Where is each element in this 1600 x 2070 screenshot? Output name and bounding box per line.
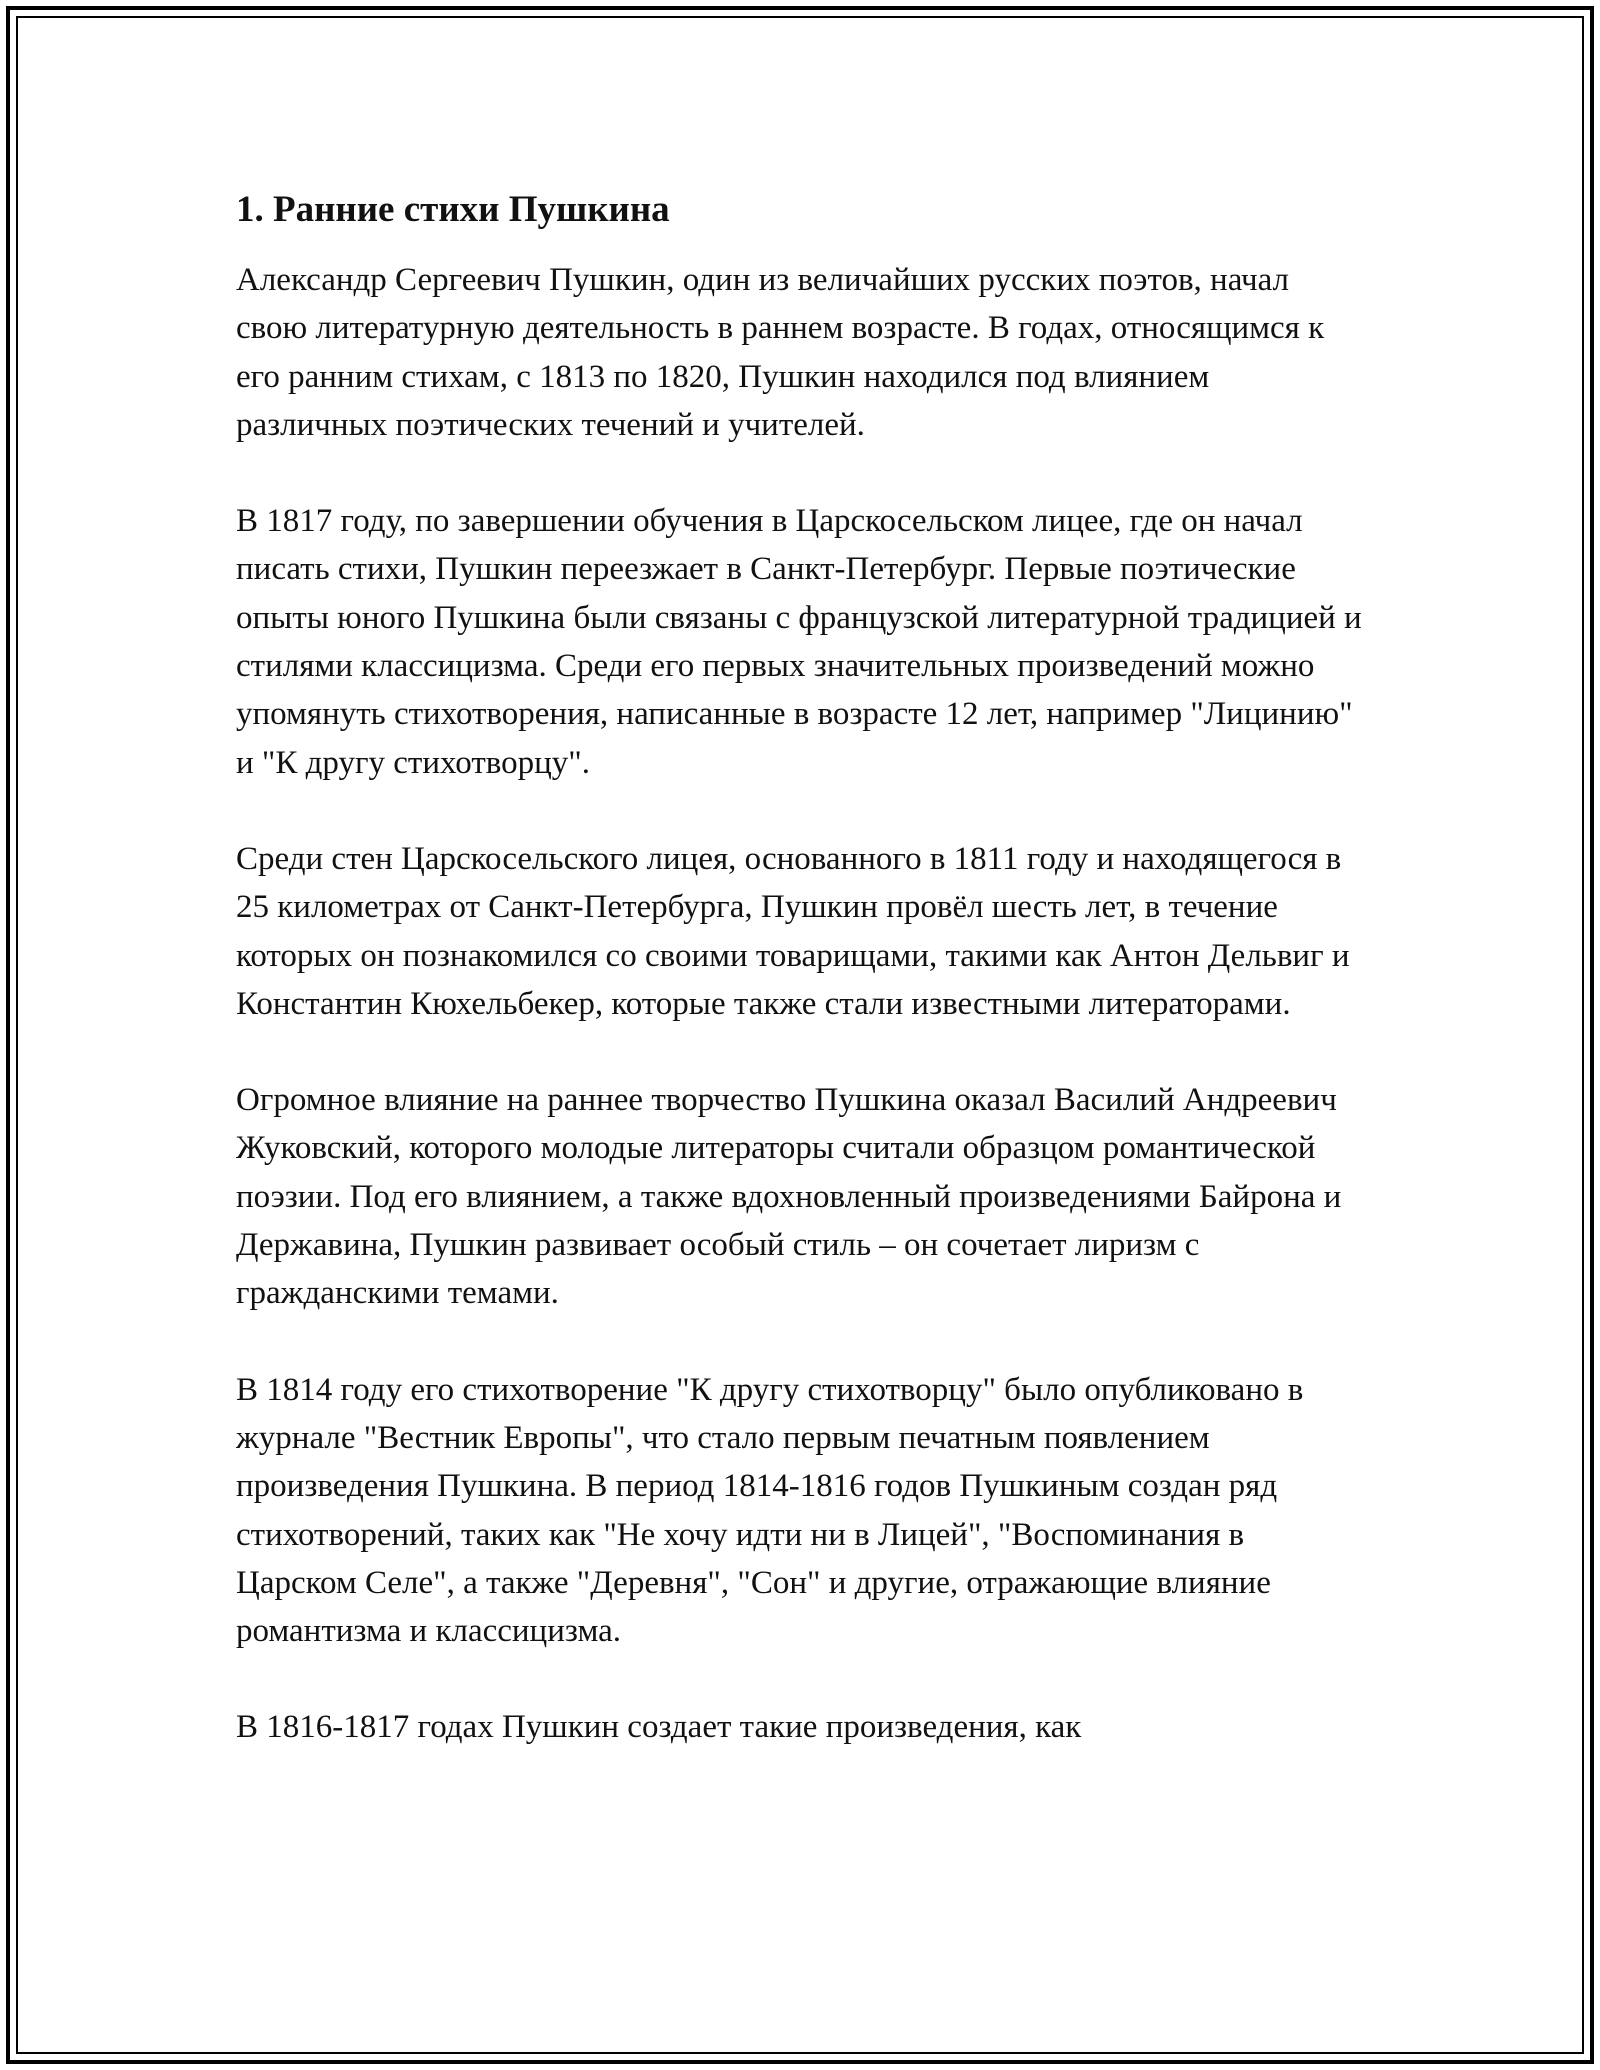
document-body — [236, 186, 1366, 1800]
paragraph-3: Среди стен Царскосельского лицея, основанного в 1811 году и находящегося в 25 километрах от Санкт-Петербурга, Пушкин провёл шесть лет, в течение которых он познакомился со своими товарищами, такими как Антон Дельвиг и Константин Кюхельбекер, которые также стали известными литераторами. — [236, 840, 1350, 1022]
section-heading: 1. Ранние стихи Пушкина — [236, 189, 670, 230]
paragraph-4: Огромное влияние на раннее творчество Пушкина оказал Василий Андреевич Жуковский, которого молодые литераторы считали образцом романтической поэзии. Под его влиянием, а также вдохновленный произведениями Байрона и Державина, Пушкин развивает особый стиль – он сочетает лиризм с гражданскими темами. — [236, 1082, 1342, 1312]
paragraph-2: В 1817 году, по завершении обучения в Царскосельском лицее, где он начал писать стихи, Пушкин переезжает в Санкт-Петербург. Первые поэтические опыты юного Пушкина были связаны с французской литературной традицией и стилями классицизма. Среди его первых значительных произведений можно упомянуть стихотворения, написанные в возрасте 12 лет, например "Лицинию" и "К другу стихотворцу". — [236, 503, 1362, 781]
paragraph-5: В 1814 году его стихотворение "К другу стихотворцу" было опубликовано в журнале "Вестник Европы", что стало первым печатным появлением произведения Пушкина. В период 1814-1816 годов Пушкиным создан ряд стихотворений, таких как "Не хочу идти ни в Лицей", "Воспоминания в Царском Селе", а также "Деревня", "Сон" и другие, отражающие влияние романтизма и классицизма. — [236, 1371, 1304, 1650]
paragraph-6: В 1816-1817 годах Пушкин создает такие произведения, как — [236, 1709, 1082, 1746]
paragraph-1: Александр Сергеевич Пушкин, один из величайших русских поэтов, начал свою литературную деятельность в раннем возрасте. В годах, относящимся к его ранним стихам, с 1813 по 1820, Пушкин находился под влиянием различных поэтических течений и учителей. — [236, 262, 1325, 443]
